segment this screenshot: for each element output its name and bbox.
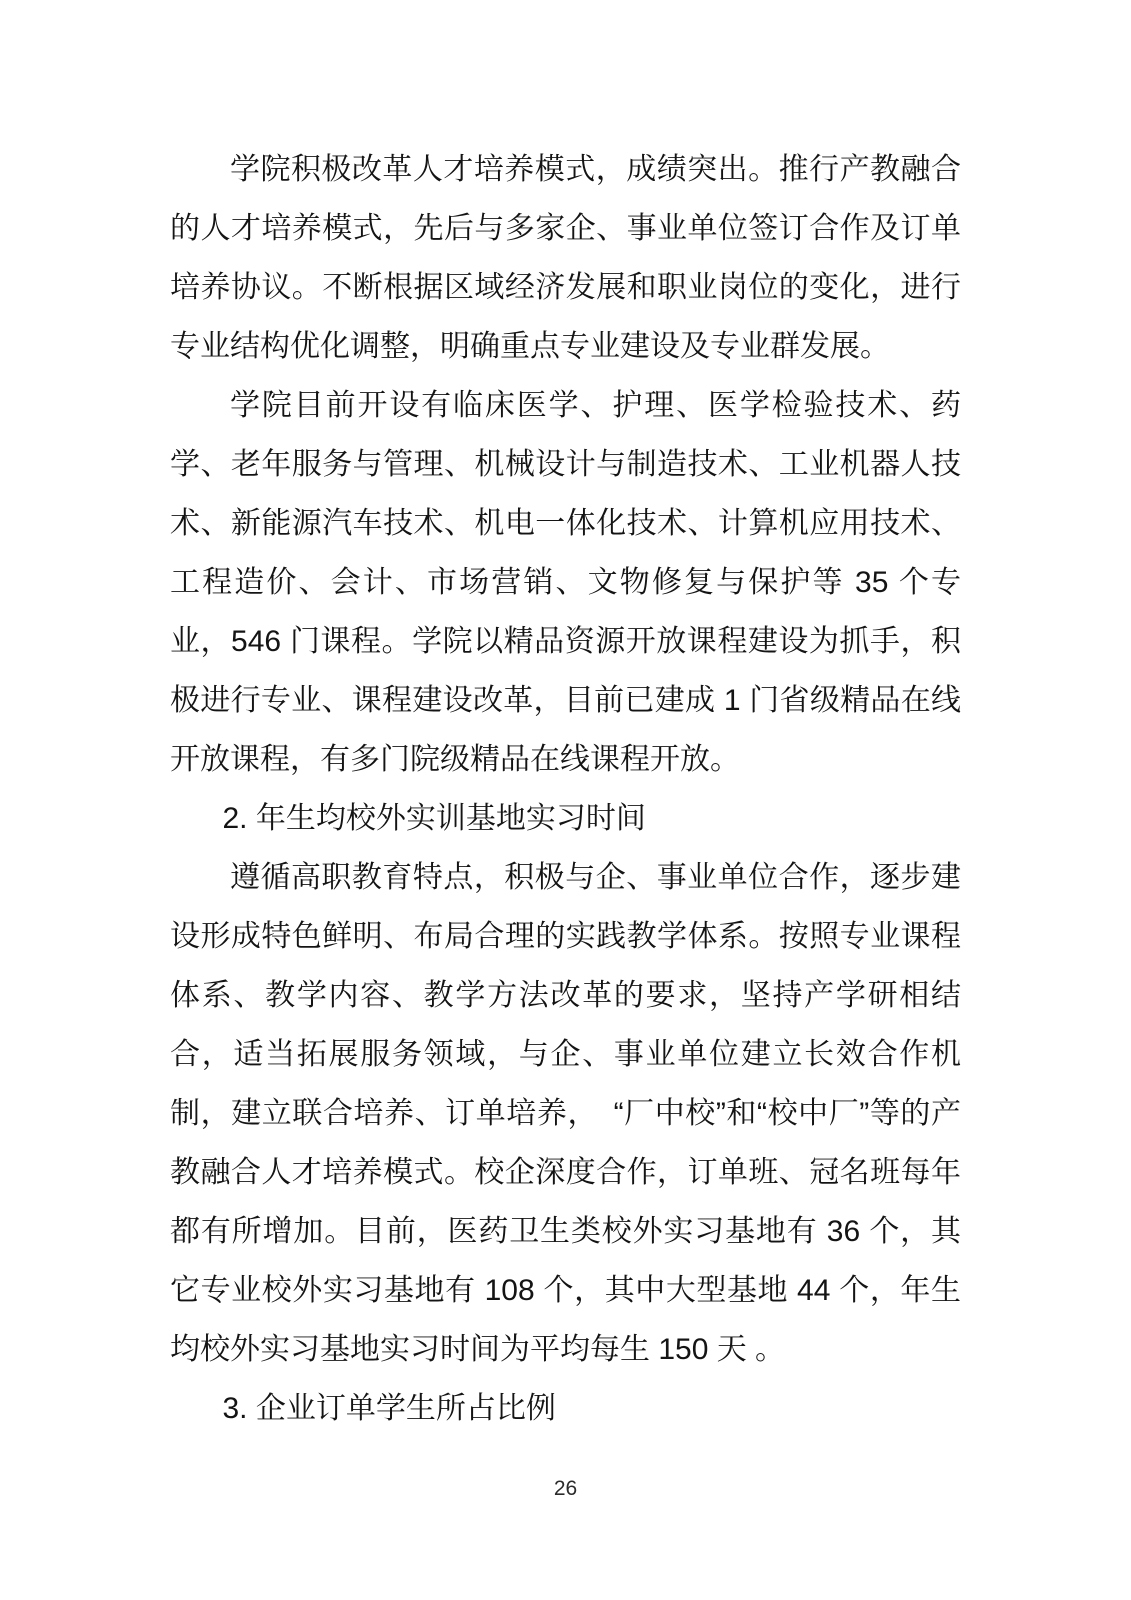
paragraph-majors-and-courses: 学院目前开设有临床医学、护理、医学检验技术、药学、老年服务与管理、机械设计与制造技术、工业机器人技术、新能源汽车技术、机电一体化技术、计算机应用技术、工程造价、会计、市场营销、文物修复与保护等 35 个专业，546 门课程。学院以精品资源开放课程建设为抓手，积极进行专业、课程建设改革，目前已建成 1 门省级精品在线开放课程，有多门院级精品在线课程开放。 (170, 389, 961, 776)
section-heading-2-off-campus-training-time: 2. 年生均校外实训基地实习时间 (222, 802, 646, 835)
section-heading-3-enterprise-order-students: 3. 企业订单学生所占比例 (222, 1392, 556, 1425)
page-footer (0, 1477, 1131, 1501)
page-number: 26 (553, 1477, 578, 1500)
paragraph-practice-teaching-system: 遵循高职教育特点，积极与企、事业单位合作，逐步建设形成特色鲜明、布局合理的实践教学体系。按照专业课程体系、教学内容、教学方法改革的要求，坚持产学研相结合，适当拓展服务领域，与企、事业单位建立长效合作机制，建立联合培养、订单培养， “厂中校”和“校中厂”等的产教融合人才培养模式。校企深度合作，订单班、冠名班每年都有所增加。目前，医药卫生类校外实习基地有 36 个，其它专业校外实习基地有 108 个，其中大型基地 44 个，年生均校外实习基地实习时间为平均每生 150 天 。 (170, 861, 961, 1366)
document-text-block (170, 140, 961, 1438)
paragraph-talent-training-reform: 学院积极改革人才培养模式，成绩突出。推行产教融合的人才培养模式，先后与多家企、事业单位签订合作及订单培养协议。不断根据区域经济发展和职业岗位的变化，进行专业结构优化调整，明确重点专业建设及专业群发展。 (170, 153, 961, 363)
